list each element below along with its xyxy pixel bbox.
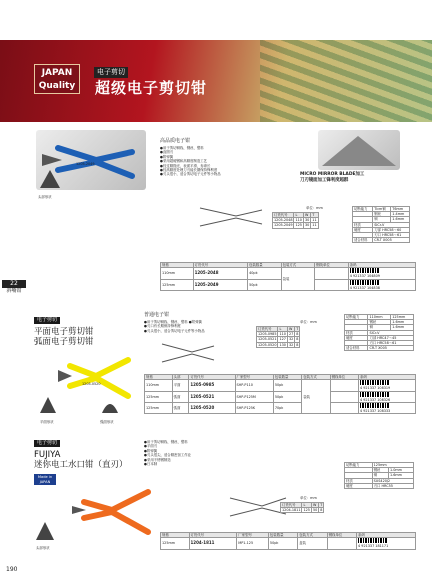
cell: 125mm xyxy=(145,403,173,414)
barcode-icon xyxy=(350,268,380,273)
feature-item: ●日本制 xyxy=(144,462,158,467)
section-title-3 xyxy=(34,450,128,470)
barcode-icon xyxy=(350,280,380,285)
feature-item: ●直圆刃 xyxy=(160,150,174,155)
feature-item: ●刃头很小，适合剪切电子元件等小物品 xyxy=(144,328,205,333)
blade-label-2b: 弧面形状 xyxy=(100,420,114,424)
table-row xyxy=(161,268,416,279)
feature-item: ●附弹簧 xyxy=(144,448,158,453)
cell: 刀部 HRC47～45 xyxy=(368,335,414,340)
table-header: 包装数量 xyxy=(248,263,282,268)
cell: SUS420J2 xyxy=(372,478,413,483)
cell: 切断能力 xyxy=(345,463,373,468)
cell: 11 xyxy=(312,218,317,223)
cell: SICr-V xyxy=(373,222,410,227)
cell: 8 xyxy=(320,508,323,513)
chapter-label: 斜嘴钳 xyxy=(6,288,22,294)
cell: 125mm xyxy=(145,391,173,402)
cell: 125 xyxy=(295,223,302,228)
plier-photo-3 xyxy=(72,482,152,540)
order-table-2 xyxy=(144,374,416,414)
order-code: 1205-0520 xyxy=(189,403,235,414)
section-tag-2: 电子剪切 xyxy=(34,317,60,324)
cell: 40pk xyxy=(248,268,282,279)
barcode-icon xyxy=(360,380,390,385)
barcode-icon xyxy=(360,392,390,397)
blade-shape-2b xyxy=(100,395,120,415)
cell: 材质 xyxy=(345,330,368,335)
badge-line-2: JAPAN xyxy=(39,479,51,484)
mirror-blade-photo xyxy=(318,130,400,170)
cell: 刃口 HRC58～61 xyxy=(368,341,414,346)
table-row xyxy=(273,223,319,228)
cell: 弧面 xyxy=(172,403,189,414)
spec-table-1 xyxy=(352,206,410,243)
barcode-number: 4 921337 108333 xyxy=(360,409,391,414)
cell: 110mm xyxy=(161,268,194,279)
blade-shape-2a xyxy=(38,395,58,415)
product-name-2: 普通电子钳 xyxy=(144,312,170,318)
cell: 125mm xyxy=(161,538,190,549)
title-line-2: 弧面电子剪切钳 xyxy=(34,337,94,347)
japan-quality-badge xyxy=(34,64,80,94)
cell: 8 xyxy=(296,332,299,337)
table-header: 条码 xyxy=(348,263,415,268)
cell: SICr-V xyxy=(368,330,414,335)
cell: 刀部 HRC58～60 xyxy=(373,227,410,232)
cell: 1204-1811 xyxy=(282,508,301,513)
table-row xyxy=(145,380,416,391)
table-header: 规格 xyxy=(161,533,190,538)
barcode-number: 4 921337 104838 xyxy=(349,285,380,290)
barcode-number: 4 921337 181171 xyxy=(358,544,389,549)
blade-icon xyxy=(34,520,56,542)
table-header: 订货代号 xyxy=(273,213,294,218)
dimension-diagram-1 xyxy=(196,204,266,230)
dimension-table-1 xyxy=(272,212,319,229)
cell: CR-T X005 xyxy=(373,238,410,243)
feature-item: ●经过精抛光，表面平滑，寿命长 xyxy=(160,163,211,168)
table-header: 订货代号 xyxy=(257,327,278,332)
table-header: L xyxy=(294,213,303,218)
table-row xyxy=(257,342,300,347)
feature-item: ●刃口有长期保持锋利度 xyxy=(144,324,181,329)
orange-plier-icon xyxy=(72,482,152,540)
cell: 70pk xyxy=(273,403,301,414)
table-header: 订货代号 xyxy=(193,263,248,268)
unit-label-1: 单位：mm xyxy=(306,206,323,210)
blade-closeup-icon xyxy=(318,130,400,170)
cell: 125mm xyxy=(391,315,414,320)
section-tag-3: 电子剪切 xyxy=(34,440,60,447)
table-row xyxy=(281,508,324,513)
cell: 钢丝 xyxy=(368,320,391,325)
table-header: 包装数量 xyxy=(273,375,301,380)
cell: 1205-2049 xyxy=(274,223,293,228)
cell: 刃口 HRC55 xyxy=(372,483,413,488)
spec-table-3 xyxy=(344,462,414,489)
model-label-2: 1205-0520 xyxy=(82,382,101,386)
pack-type: 袋装 xyxy=(302,380,330,414)
barcode-number: 4 921337 108319 xyxy=(360,386,391,391)
cell: 30 xyxy=(304,218,310,223)
blade-shape-1 xyxy=(38,168,62,190)
cell: 切断能力 xyxy=(353,207,373,212)
cell: 刃口 HRC58～61 xyxy=(373,233,410,238)
cell: T6mm xyxy=(391,207,410,212)
table-header: 包装方式 xyxy=(298,533,327,538)
cell: 50pk xyxy=(268,538,297,549)
product-name-1: 高品质电子钳 xyxy=(160,138,191,144)
order-table-3 xyxy=(160,532,416,550)
dimension-table-3 xyxy=(280,502,324,513)
cell: 50 xyxy=(312,508,318,513)
made-in-japan-badge xyxy=(34,474,56,485)
table-row xyxy=(161,538,416,549)
cell: 适合材料 xyxy=(345,346,368,351)
feature-list-3 xyxy=(144,440,294,466)
cell: 钢丝 xyxy=(373,212,391,217)
cell: 铜 xyxy=(373,217,391,222)
cell: 钢丝 xyxy=(372,468,388,473)
table-header: 订货代号 xyxy=(189,375,235,380)
model-label-1: 1205-2049 xyxy=(76,162,95,166)
header-category-tag: 电子剪切 xyxy=(94,67,128,78)
dimension-icon xyxy=(196,204,266,230)
cell: 硬度 xyxy=(345,483,373,488)
cell: 8 xyxy=(296,337,299,342)
order-code: 1205-2049 xyxy=(193,279,248,290)
table-header: 条码 xyxy=(359,375,416,380)
cell: 127 xyxy=(279,337,286,342)
dimension-table-2 xyxy=(256,326,300,348)
order-code: 1204-1811 xyxy=(189,538,237,549)
blade-icon xyxy=(100,395,120,415)
feature-item: ●用于剪切铜线、钢丝、塑料 xyxy=(160,146,204,150)
cell: SHP-P125K xyxy=(235,403,273,414)
cell: 50pk xyxy=(248,279,282,290)
table-header: 包装方式 xyxy=(302,375,330,380)
cell: 110 xyxy=(295,218,302,223)
cell: 110mm xyxy=(368,315,391,320)
feature-item: ●经高精度处理刀刃能长期保持锋利度 xyxy=(160,168,218,173)
feature-item: ●刃头很小，适合剪切电子元件等小物品 xyxy=(160,172,221,177)
table-header: 钢线单位 xyxy=(330,375,358,380)
cell: 1.6mm xyxy=(391,320,414,325)
barcode-number: 4 921337 104809 xyxy=(349,274,380,279)
cell: 11 xyxy=(312,223,317,228)
cell: 1.4mm xyxy=(391,212,410,217)
table-header: L xyxy=(278,327,287,332)
table-header: 钢线单位 xyxy=(315,263,349,268)
chapter-tab xyxy=(2,280,26,294)
feature-item: ●刃头很尖，适合精密加工作业 xyxy=(144,453,192,458)
title-line-2: 迷你电工水口钳（直刃） xyxy=(34,460,128,470)
cell: 材质 xyxy=(345,478,373,483)
cell: 125mm xyxy=(372,463,413,468)
cell: CR-T X005 xyxy=(368,346,414,351)
page-title: 超级电子剪切钳 xyxy=(95,79,208,97)
mirror-line-1: MICRO MIRROR BLADE加工 xyxy=(300,172,365,177)
table-header: 头部 xyxy=(172,375,189,380)
barcode-icon xyxy=(358,538,388,543)
blade-label-3: 头部形状 xyxy=(36,546,50,550)
table-header: T xyxy=(320,503,323,507)
cell: 32 xyxy=(288,342,294,347)
feature-item: ●采用超硬钢和高精度制造工艺 xyxy=(160,159,208,164)
cell: 1205-2048 xyxy=(274,218,293,223)
table-header: 厂家型号 xyxy=(235,375,273,380)
cell: 110mm xyxy=(145,380,173,391)
cell: 1.0mm xyxy=(388,468,413,473)
order-code: 1205-0521 xyxy=(189,391,235,402)
title-line-1: FUJIYA xyxy=(34,450,61,460)
cell: 1205-0520 xyxy=(258,342,277,347)
blade-label-1: 头部形状 xyxy=(38,195,52,199)
dimension-icon xyxy=(158,340,218,366)
dimension-diagram-2 xyxy=(158,340,218,366)
cell: SHP-P125M xyxy=(235,391,273,402)
cell: 110 xyxy=(279,332,286,337)
cell: MP1-125 xyxy=(237,538,269,549)
feature-item: ●用于剪切铜线、钢丝、塑料 xyxy=(144,440,188,444)
table-header: 规格 xyxy=(161,263,194,268)
feature-item: ●用于剪切铜线、钢丝、塑料 ●附弹簧 xyxy=(144,320,202,324)
pack-type: 袋装 xyxy=(281,268,315,291)
table-row xyxy=(145,403,416,414)
table-header: T xyxy=(311,213,318,218)
spec-table-2 xyxy=(344,314,414,351)
feature-list-1 xyxy=(160,146,310,177)
order-code: 1205-0985 xyxy=(189,380,235,391)
table-header: 钢线单位 xyxy=(327,533,356,538)
cell: 适合材料 xyxy=(353,238,373,243)
barcode-icon xyxy=(360,403,390,408)
page-number: 190 xyxy=(6,566,18,573)
unit-label-3: 单位：mm xyxy=(300,496,317,500)
title-line-1: 平面电子剪切钳 xyxy=(34,327,94,337)
barcode-number: 4 921337 108326 xyxy=(360,397,391,402)
cell: 1205-0521 xyxy=(258,337,277,342)
feature-item: ●附弹簧 xyxy=(160,154,174,159)
cell: 1.6mm xyxy=(388,473,413,478)
unit-label-2: 单位：mm xyxy=(300,320,317,324)
cell: 125 xyxy=(303,508,310,513)
table-header: W xyxy=(303,213,310,218)
cell: 铜 xyxy=(368,325,391,330)
mirror-caption xyxy=(300,172,364,184)
order-table-1 xyxy=(160,262,416,291)
cell: 材质 xyxy=(353,222,373,227)
plier-photo-2 xyxy=(56,352,134,404)
cell: 切断能力 xyxy=(345,315,368,320)
table-header: W xyxy=(311,503,318,508)
cell: 50pk xyxy=(273,380,301,391)
cell: 50pk xyxy=(273,391,301,402)
table-header: 订货代号 xyxy=(281,503,302,508)
cell: 铜 xyxy=(372,473,388,478)
blade-icon xyxy=(38,395,58,415)
table-row xyxy=(145,391,416,402)
order-code: 1205-2048 xyxy=(193,268,248,279)
mirror-line-2: 刀刃镜面加工锋利度超群 xyxy=(300,178,349,183)
cell: 1205-0985 xyxy=(258,332,277,337)
table-header: 厂家型号 xyxy=(237,533,269,538)
chapter-number: 22 xyxy=(2,280,26,288)
cell: 8 xyxy=(296,342,299,347)
table-header: 订货代号 xyxy=(189,533,237,538)
table-header: 包装方式 xyxy=(281,263,315,268)
blade-shape-3 xyxy=(34,520,56,542)
cell: 平面 xyxy=(172,380,189,391)
cell: 硬度 xyxy=(353,227,373,232)
blade-label-2a: 平面形状 xyxy=(40,420,54,424)
cell: 1.6mm xyxy=(391,325,414,330)
cell: SHP-P110 xyxy=(235,380,273,391)
yellow-plier-icon xyxy=(56,352,134,404)
cell: 硬度 xyxy=(345,335,368,340)
feature-item: ●采用不锈钢制造 xyxy=(144,457,171,462)
pack-type: 盒装 xyxy=(298,538,327,549)
badge-line-1: Made in xyxy=(37,475,53,479)
table-header: L xyxy=(302,503,311,508)
badge-line-1: JAPAN xyxy=(41,68,73,78)
badge-line-2: Quality xyxy=(38,81,76,91)
cell: 130 xyxy=(279,342,286,347)
table-header: W xyxy=(287,327,294,332)
cell: 弧面 xyxy=(172,391,189,402)
table-header: 包装数量 xyxy=(268,533,297,538)
cell: 1.6mm xyxy=(391,217,410,222)
table-header: 规格 xyxy=(145,375,173,380)
cell: 30 xyxy=(304,223,310,228)
cell: 27 xyxy=(288,332,294,337)
cell: 32 xyxy=(288,337,294,342)
blade-icon xyxy=(38,168,62,190)
cell: Ticm铜 xyxy=(373,207,391,212)
cell: 125mm xyxy=(161,279,194,290)
feature-item: ●平面刃 xyxy=(144,444,158,449)
section-title-2 xyxy=(34,327,94,347)
table-header: T xyxy=(296,327,299,331)
table-header: 条码 xyxy=(357,533,416,538)
